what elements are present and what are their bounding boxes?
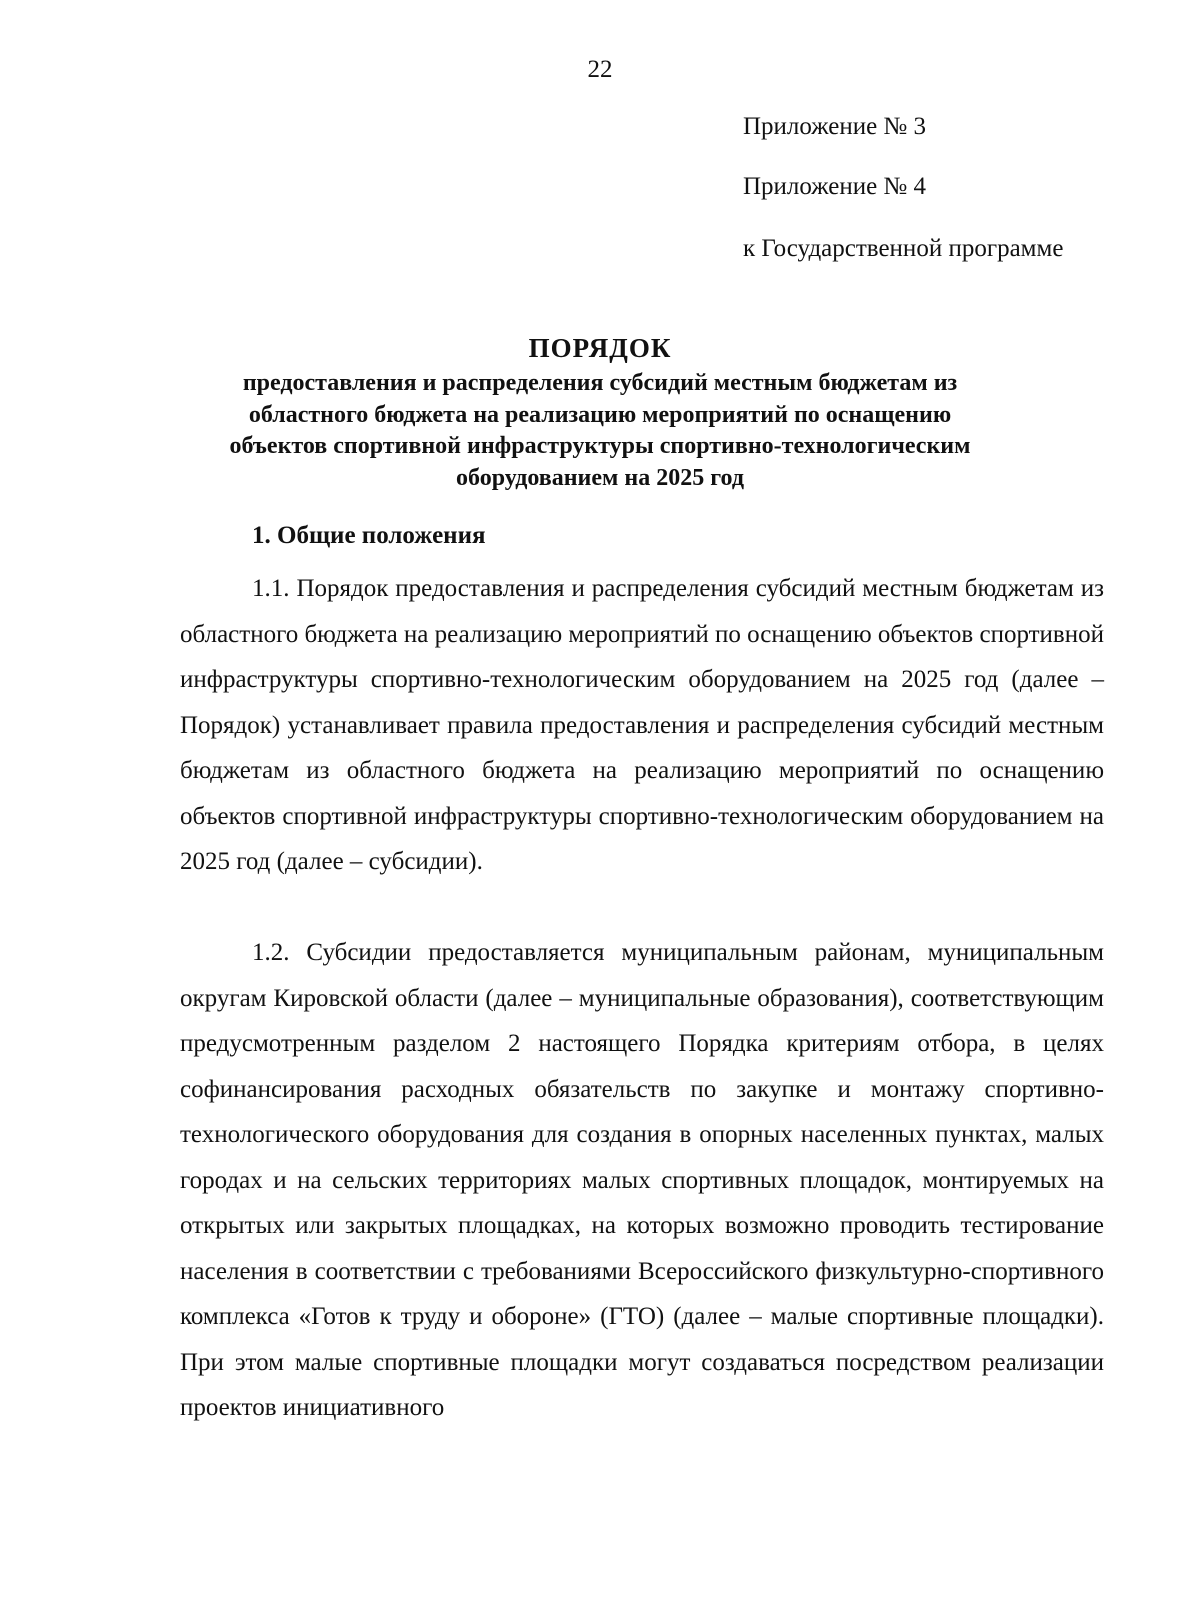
annex-line-3: к Государственной программе (743, 235, 1064, 262)
annex-line-2: Приложение № 4 (743, 173, 927, 200)
page-number: 22 (587, 56, 613, 83)
annex-line-1: Приложение № 3 (743, 113, 927, 140)
paragraph-1-2: 1.2. Субсидии предоставляется муниципальным районам, муниципальным округам Кировской области (далее – муниципальные образования), соответствующим предусмотренным разделом 2 настоящего Порядка критериям отбора, в целях софинансирования расходных обязательств по закупке и монтажу спортивно-технологического оборудования для создания в опорных населенных пунктах, малых городах и на сельских территориях малых спортивных площадок, монтируемых на открытых или закрытых площадках, на которых возможно проводить тестирование населения в соответствии с требованиями Всероссийского физкультурно-спортивного комплекса «Готов к труду и обороне» (ГТО) (далее – малые спортивные площадки). При этом малые спортивные площадки могут создаваться посредством реализации проектов инициативного (180, 939, 1104, 1421)
document-subtitle: предоставления и распределения субсидий местным бюджетам из областного бюджета на реализацию мероприятий по оснащению объектов спортивной инфраструктуры спортивно-технологическим оборудованием на 2025 год (229, 370, 971, 491)
paragraph-1-1: 1.1. Порядок предоставления и распределения субсидий местным бюджетам из областного бюджета на реализацию мероприятий по оснащению объектов спортивной инфраструктуры спортивно-технологическим оборудованием на 2025 год (далее – Порядок) устанавливает правила предоставления и распределения субсидий местным бюджетам из областного бюджета на реализацию мероприятий по оснащению объектов спортивной инфраструктуры спортивно-технологическим оборудованием на 2025 год (далее – субсидии). (180, 575, 1104, 875)
section-heading: 1. Общие положения (252, 522, 486, 549)
document-title: ПОРЯДОК (528, 333, 672, 363)
